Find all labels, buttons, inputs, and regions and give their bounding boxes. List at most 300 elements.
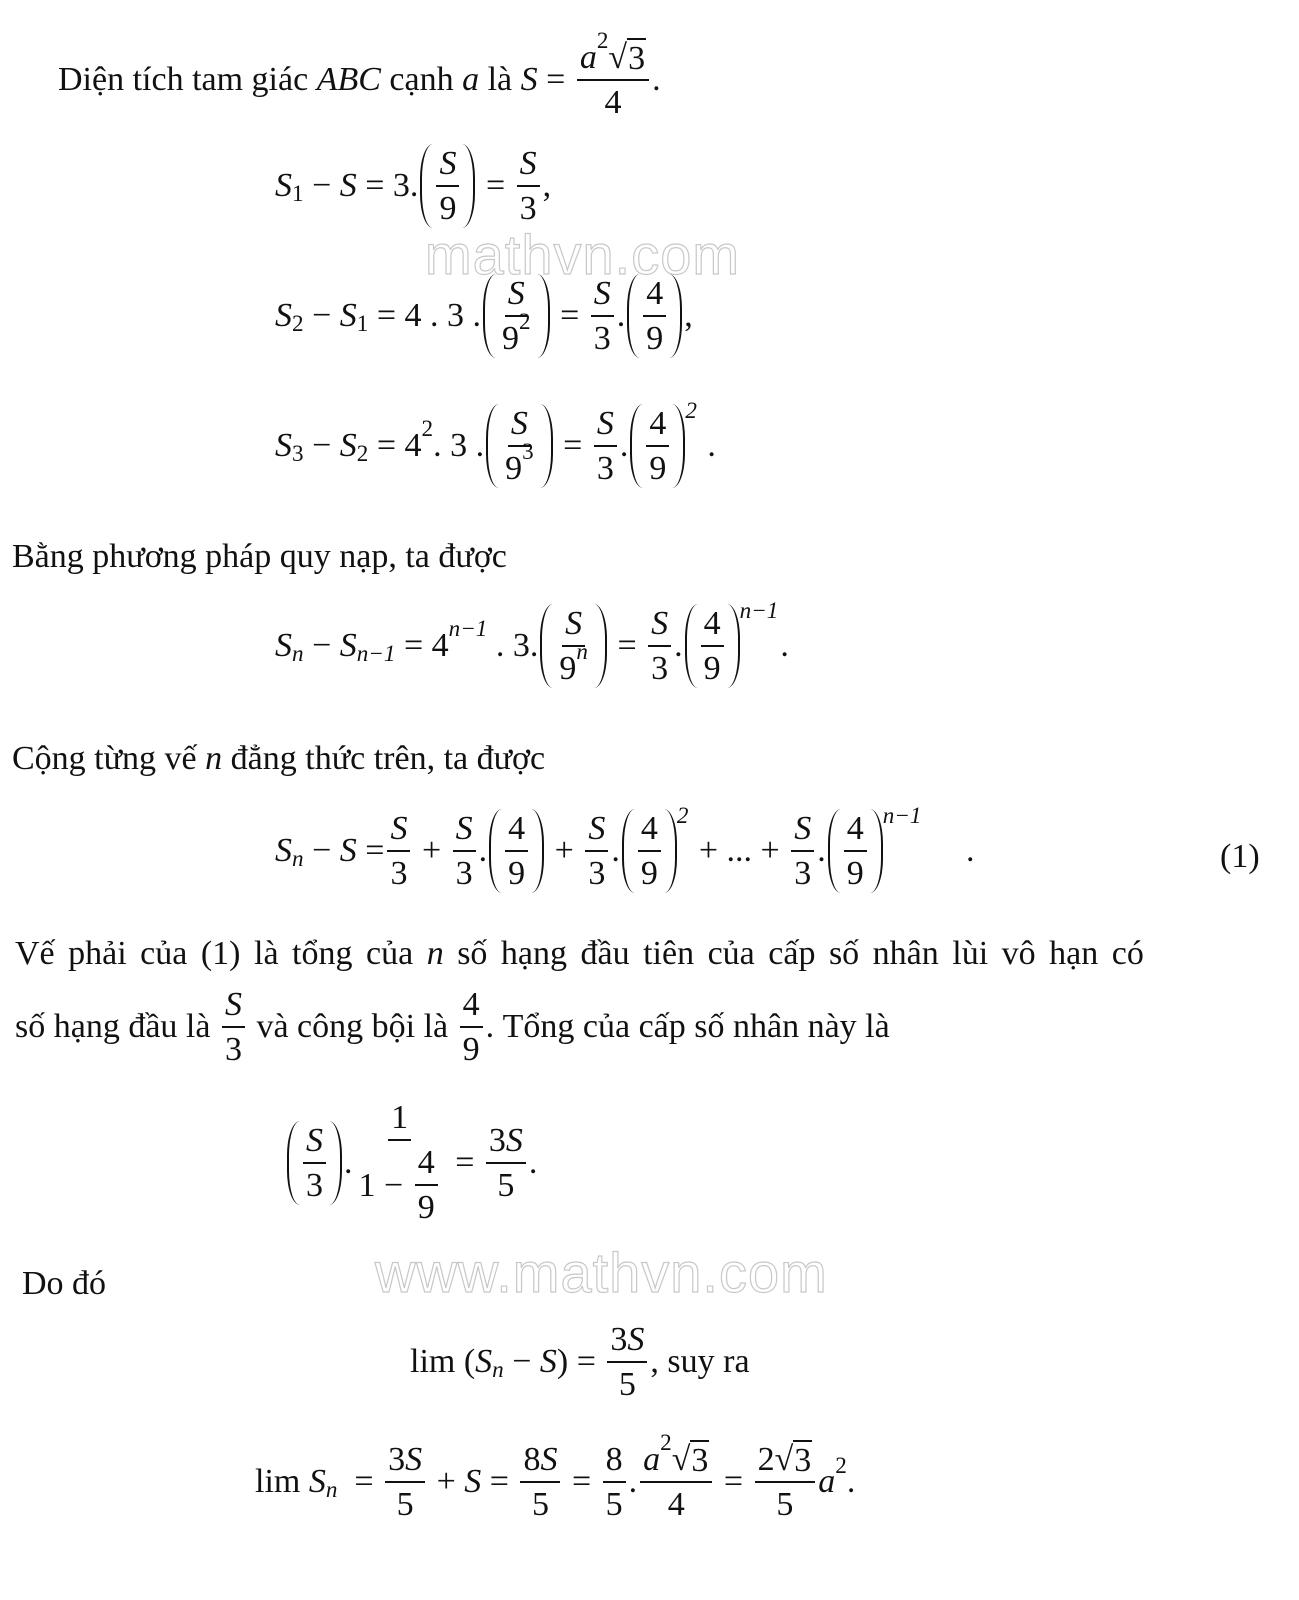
right-paren (329, 1121, 342, 1205)
parenthesized-group (683, 600, 781, 692)
math-text: 2 (835, 1452, 847, 1479)
left-paren (486, 404, 499, 488)
math-text: 9 (417, 1189, 435, 1227)
math-text: . (478, 832, 488, 870)
math-text: 3 (488, 1121, 506, 1159)
math-variable: S (520, 61, 538, 99)
numerator (791, 809, 814, 852)
left-paren (627, 274, 640, 358)
exponent: 2 (685, 398, 697, 424)
math-variable: S (306, 1121, 323, 1159)
math-text: = (337, 1463, 383, 1501)
equation-1 (275, 805, 974, 897)
left-paren (287, 1121, 300, 1205)
denominator (844, 852, 867, 893)
fraction (755, 1440, 816, 1524)
fraction (356, 1098, 444, 1227)
math-text: số hạng đầu tiên của cấp số nhân lùi vô hạn có (443, 935, 1144, 972)
superscript (835, 1453, 847, 1480)
equation-limit-diff (410, 1320, 750, 1404)
numerator (638, 809, 661, 852)
fraction (640, 1430, 712, 1524)
numerator (755, 1440, 816, 1483)
math-text: + (413, 832, 450, 870)
math-text: 9 (703, 650, 721, 688)
denominator (529, 1483, 552, 1524)
numerator (415, 1143, 438, 1186)
math-variable: S (439, 145, 457, 182)
math-variable: S (519, 145, 537, 182)
math-text: 5 (605, 1486, 623, 1524)
equation-limit-final (255, 1430, 856, 1524)
right-paren (531, 809, 544, 893)
math-text: . 3 . (433, 427, 485, 465)
denominator (701, 647, 724, 688)
left-paren (483, 274, 496, 358)
numerator (436, 144, 459, 187)
numerator (648, 604, 671, 647)
denominator (460, 1028, 483, 1069)
math-variable: n (576, 639, 588, 666)
math-text: 2 (519, 309, 531, 336)
math-text: = 4 (395, 627, 449, 665)
math-text: 5 (396, 1486, 414, 1524)
exponent: n−1 (739, 598, 779, 624)
math-text: = (481, 1463, 518, 1501)
fraction (415, 1143, 438, 1227)
math-variable: S (540, 1441, 558, 1479)
math-text: = (563, 1463, 600, 1501)
equation-s1 (275, 140, 551, 232)
math-variable: a (462, 61, 480, 99)
math-text: là (479, 61, 521, 99)
denominator (222, 1028, 245, 1069)
fraction (387, 809, 410, 893)
square-root (672, 1440, 710, 1479)
fraction (505, 809, 528, 893)
math-text: lim (255, 1463, 309, 1501)
math-text: 9 (649, 450, 667, 488)
math-variable: S (275, 427, 292, 465)
math-text: cạnh (380, 61, 463, 99)
math-text: , suy ra (650, 1343, 750, 1381)
math-variable: n (325, 1476, 338, 1503)
paren-content (640, 274, 669, 358)
math-text: = (477, 167, 514, 205)
numerator (520, 1440, 560, 1483)
fraction (486, 1121, 526, 1205)
superscript (660, 1430, 672, 1457)
math-text: 3 (651, 650, 669, 688)
math-variable: S (390, 810, 408, 847)
math-text: 5 (618, 1366, 636, 1404)
paren-content (643, 404, 672, 488)
left-paren (828, 809, 841, 893)
math-text: . (817, 832, 826, 870)
right-paren (594, 604, 607, 688)
math-text: + (546, 832, 583, 870)
math-variable: S (339, 167, 357, 205)
denominator (356, 1141, 444, 1227)
fraction (791, 809, 814, 893)
math-text: + (428, 1463, 465, 1501)
fraction (303, 1121, 326, 1205)
right-paren (664, 809, 677, 893)
left-paren (489, 809, 502, 893)
numerator (387, 809, 410, 852)
sum-sentence (12, 740, 545, 778)
denominator (303, 1164, 326, 1205)
math-text: . (674, 627, 683, 665)
paren-content (502, 809, 531, 893)
math-variable: ABC (316, 61, 381, 99)
denominator (585, 852, 608, 893)
math-variable: a (818, 1463, 836, 1501)
paren-content (300, 1121, 329, 1205)
math-variable: S (565, 605, 583, 642)
numerator (603, 1440, 626, 1483)
math-text: 4 (646, 275, 664, 312)
math-text: . (344, 1143, 353, 1181)
math-variable: n−1 (356, 640, 396, 667)
equation-number (1220, 838, 1260, 876)
left-paren (540, 604, 553, 688)
math-variable: S (455, 810, 473, 847)
math-text: = 4 . 3 . (368, 297, 481, 335)
math-text: và công bội là (247, 1008, 457, 1046)
denominator (494, 1164, 517, 1205)
right-paren (669, 274, 682, 358)
math-text: 4 (667, 1486, 685, 1524)
math-text: 1 (292, 180, 304, 207)
square-root (608, 38, 646, 77)
math-variable: S (339, 832, 357, 870)
math-text: 8 (523, 1441, 541, 1479)
math-variable: S (339, 627, 357, 665)
numerator (844, 809, 867, 852)
math-text: − (303, 167, 340, 205)
math-text: 3 (519, 190, 537, 228)
parenthesized-group (620, 805, 691, 897)
fraction (577, 28, 649, 122)
paren-content (433, 144, 462, 228)
math-variable: a (643, 1441, 661, 1479)
denominator (387, 852, 410, 893)
subscript (357, 311, 369, 338)
math-variable: S (593, 275, 611, 312)
numerator (222, 985, 245, 1028)
denominator (646, 447, 669, 488)
math-text: − (303, 427, 340, 465)
square-root (775, 1440, 813, 1479)
induction-sentence (12, 538, 507, 576)
math-text: = (356, 832, 385, 870)
right-paren (727, 604, 740, 688)
math-text: . (652, 61, 661, 99)
math-variable: S (588, 810, 606, 847)
math-text: . (628, 1463, 638, 1501)
math-text: . (611, 832, 620, 870)
math-variable: S (510, 405, 528, 442)
math-variable: S (505, 1121, 523, 1159)
subscript (292, 181, 304, 208)
paren-content (496, 274, 537, 358)
math-variable: S (275, 167, 292, 205)
fraction (385, 1440, 425, 1524)
intro-sentence (58, 28, 661, 122)
numerator (643, 274, 666, 317)
math-text: số hạng đầu là (15, 1008, 219, 1046)
superscript (597, 28, 609, 55)
math-text: 1 (356, 310, 369, 337)
denominator (591, 317, 614, 358)
math-variable: n (426, 935, 444, 972)
math-text: 9 (508, 855, 526, 893)
fraction (502, 404, 537, 488)
math-text: − (303, 832, 340, 870)
math-text: = 3. (356, 167, 419, 205)
denominator (499, 309, 534, 358)
superscript (422, 416, 434, 443)
math-text: 9 (505, 450, 523, 488)
math-text: 4 (640, 810, 658, 847)
math-text: 2 (356, 440, 369, 467)
paren-content (841, 809, 870, 893)
paren-content (553, 604, 594, 688)
math-text: 3 (522, 439, 534, 466)
math-text: 3 (593, 320, 611, 358)
watermark: www.mathvn.com (375, 1241, 828, 1304)
fraction (701, 604, 724, 688)
math-text: 9 (502, 320, 519, 358)
paren-content (635, 809, 664, 893)
numerator (577, 28, 649, 81)
fraction (453, 809, 476, 893)
math-text: 3 (390, 855, 408, 893)
math-variable: n−1 (448, 616, 488, 643)
math-text: 4 (703, 605, 721, 642)
math-text: = 4 (368, 427, 422, 465)
numerator (517, 144, 540, 187)
math-variable: n (492, 1356, 504, 1383)
numerator (486, 1121, 526, 1164)
superscript (576, 639, 588, 666)
math-variable: S (339, 297, 357, 335)
math-text: . (698, 427, 716, 465)
parenthesized-group (481, 270, 552, 362)
math-text: − (303, 297, 340, 335)
math-text: 4 (462, 986, 480, 1023)
math-text: 9 (846, 855, 864, 893)
math-variable: S (464, 1463, 482, 1501)
fraction (594, 404, 617, 488)
fraction (499, 274, 534, 358)
math-text: (1) (1220, 838, 1260, 875)
math-text: 3 (292, 440, 304, 467)
math-text: 2 (292, 310, 304, 337)
math-text: 4 (846, 810, 864, 847)
fraction (607, 1320, 647, 1404)
math-text: . (780, 627, 789, 665)
math-text: = (537, 61, 574, 99)
superscript (522, 439, 534, 466)
superscript (519, 309, 531, 336)
math-text: Cộng từng vế (12, 740, 206, 777)
denominator (601, 81, 624, 122)
math-text: 3 (794, 855, 812, 893)
math-text: 4 (417, 1144, 435, 1182)
math-variable: S (596, 405, 614, 442)
right-paren (537, 274, 550, 358)
math-text: 4 (508, 810, 526, 847)
radicand: 3 (691, 1442, 709, 1479)
fraction (520, 1440, 560, 1524)
numerator (701, 604, 724, 647)
math-variable: n (292, 845, 304, 872)
fraction (222, 985, 245, 1069)
math-variable: S (275, 627, 292, 665)
parenthesized-group (826, 805, 924, 897)
math-text: . Tổng của cấp số nhân này là (485, 1008, 890, 1046)
fraction (460, 985, 483, 1069)
subscript (357, 441, 369, 468)
math-text: ) = (556, 1343, 605, 1381)
denominator (616, 1363, 639, 1404)
math-text: 2 (757, 1441, 775, 1479)
parenthesized-group (628, 400, 699, 492)
left-paren (685, 604, 698, 688)
math-variable: n (205, 740, 223, 777)
denominator (643, 317, 666, 358)
numerator (585, 809, 608, 852)
denominator (436, 187, 459, 228)
subscript (326, 1477, 338, 1504)
math-text: 1 (391, 1099, 409, 1136)
paragraph-line-2 (15, 985, 890, 1069)
math-text: 9 (640, 855, 658, 893)
math-text: 8 (605, 1441, 623, 1479)
right-paren (462, 144, 475, 228)
denominator (773, 1483, 796, 1524)
numerator (388, 1098, 411, 1141)
math-text: 2 (421, 416, 434, 443)
numerator (640, 1430, 712, 1483)
math-text: = (715, 1463, 752, 1501)
math-text: = (446, 1143, 483, 1181)
denominator (594, 447, 617, 488)
math-text: lim ( (410, 1343, 476, 1381)
fraction (591, 274, 614, 358)
fraction (643, 274, 666, 358)
math-variable: n (292, 640, 304, 667)
denominator (394, 1483, 417, 1524)
math-variable: S (627, 1321, 645, 1358)
math-variable: S (339, 427, 357, 465)
math-variable: S (651, 605, 669, 642)
numerator (591, 274, 614, 317)
denominator (453, 852, 476, 893)
math-text: Do đó (22, 1265, 107, 1302)
math-text: 4 (604, 84, 622, 122)
math-variable: S (475, 1343, 493, 1381)
math-text: 3 (224, 1031, 242, 1069)
denominator (648, 647, 671, 688)
math-text: 9 (462, 1031, 480, 1069)
subscript (292, 441, 304, 468)
numerator (646, 404, 669, 447)
math-text: − (303, 627, 340, 665)
fraction (844, 809, 867, 893)
math-variable: S (275, 297, 292, 335)
parenthesized-group (484, 400, 555, 492)
math-text: 3 (306, 1166, 323, 1204)
math-variable: S (224, 986, 242, 1023)
exponent: 2 (676, 803, 689, 829)
equation-s3 (275, 400, 716, 492)
math-text: Bằng phương pháp quy nạp, ta được (12, 538, 507, 575)
numerator (505, 809, 528, 852)
math-text: , (684, 297, 693, 335)
math-text: 5 (531, 1486, 549, 1524)
parenthesized-group (625, 270, 684, 362)
equation-geometric-sum (285, 1098, 537, 1227)
fraction (638, 809, 661, 893)
radicand: 3 (794, 1442, 812, 1479)
numerator (460, 985, 483, 1028)
superscript (449, 616, 488, 643)
denominator (502, 439, 537, 488)
fraction (646, 404, 669, 488)
math-variable: S (275, 832, 292, 870)
math-text: , (542, 167, 552, 205)
paren-content (698, 604, 727, 688)
numerator (303, 1121, 326, 1164)
parenthesized-group (418, 140, 477, 232)
paren-content (499, 404, 540, 488)
fraction (517, 144, 540, 228)
math-variable: S (507, 275, 525, 312)
denominator (665, 1483, 688, 1524)
watermark: mathvn.com (425, 223, 740, 286)
fraction (585, 809, 608, 893)
math-text: . (923, 832, 975, 870)
math-text: + ... + (690, 832, 789, 870)
numerator (607, 1320, 647, 1363)
math-text: 5 (776, 1486, 794, 1524)
numerator (453, 809, 476, 852)
radical-sign: √ (671, 1441, 691, 1479)
equation-s2 (275, 270, 693, 362)
parenthesized-group (285, 1117, 344, 1209)
subscript (292, 846, 304, 873)
math-text: . (619, 427, 629, 465)
math-variable: S (308, 1463, 326, 1501)
equation-sn (275, 600, 789, 692)
math-text: = (554, 427, 591, 465)
math-variable: a (579, 39, 597, 77)
math-text: Vế phải của (1) là tổng của (15, 935, 427, 972)
subscript (292, 641, 304, 668)
math-text: 3 (596, 450, 614, 488)
math-text: . (528, 1143, 538, 1181)
fraction (648, 604, 671, 688)
math-text: 3 (588, 855, 606, 893)
math-text: 2 (596, 28, 609, 55)
denominator (603, 1483, 626, 1524)
math-text: 5 (497, 1166, 515, 1204)
math-text: − (503, 1343, 540, 1381)
parenthesized-group (538, 600, 609, 692)
